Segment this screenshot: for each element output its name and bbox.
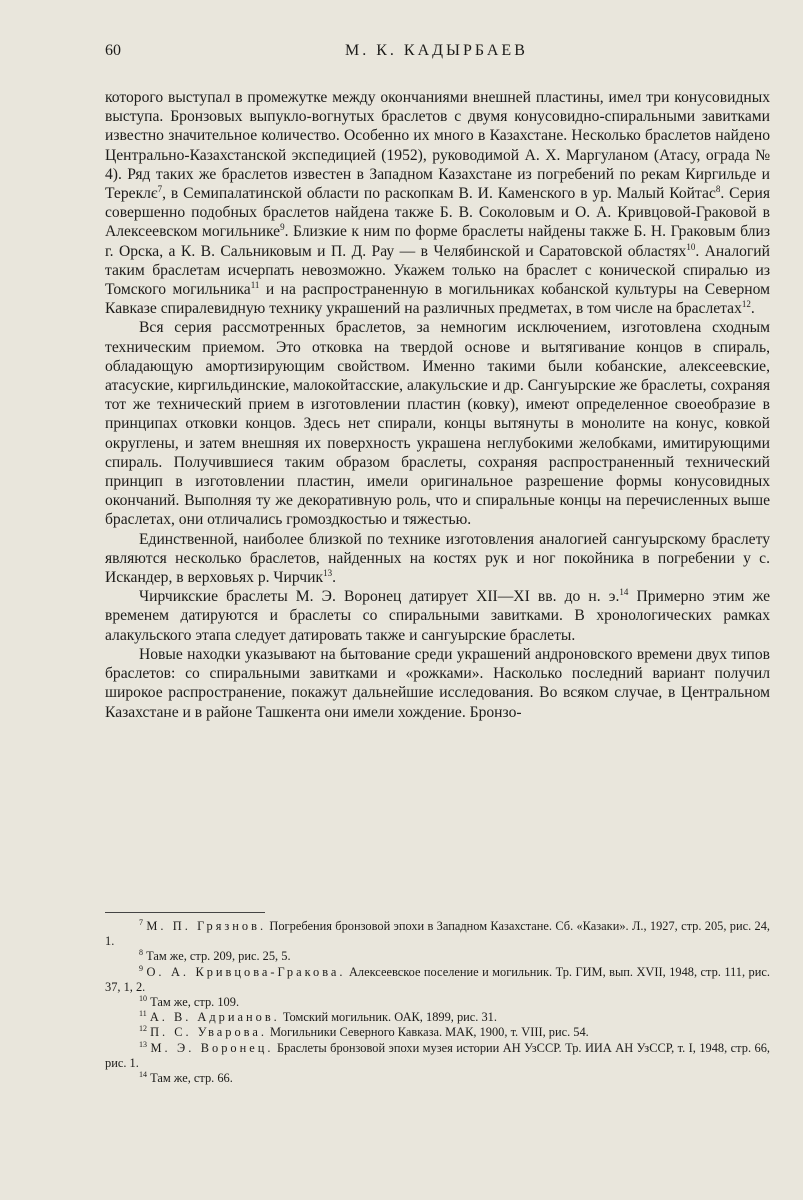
text-run: , в Семипалатинской области по раскопкам В. И. Каменского в ур. Малый Койтас bbox=[162, 185, 716, 203]
text-run: . bbox=[332, 569, 336, 587]
text-run: Единственной, наиболее близкой по технике изготовления аналогией сангуырскому браслету являются несколько браслетов, найденных на костях рук и ног покойника в погребении у с. Искандер, в верховьях р. Чирчик bbox=[105, 530, 770, 587]
footnote-number: 13 bbox=[139, 1039, 147, 1049]
footnote-ref: 10 bbox=[686, 241, 696, 252]
footnote-text: Там же, стр. 109. bbox=[150, 995, 240, 1010]
text-run: . Близкие к ним по форме браслеты найдены также Б. Н. Граковым близ г. Орска, а К. В. Сальниковым и П. Д. Рау — в Челябинской и Саратовской областях bbox=[105, 223, 770, 260]
footnote-author: О. А. Кривцова-Гракова. bbox=[146, 964, 346, 979]
footnote bbox=[105, 919, 770, 949]
footnote-number: 12 bbox=[139, 1024, 147, 1034]
text-run: Примерно этим же временем датируются и браслеты со спиральными завитками. В хронологических рамках алакульского этапа следует датировать также и сангуырские браслеты. bbox=[105, 588, 770, 644]
footnote-number: 14 bbox=[139, 1069, 147, 1079]
footnote-text: Томский могильник. ОАК, 1899, рис. 31. bbox=[279, 1010, 497, 1025]
footnote bbox=[105, 1025, 770, 1040]
paragraph-4 bbox=[105, 587, 770, 645]
footnote-ref: 12 bbox=[741, 299, 751, 310]
footnote bbox=[105, 995, 770, 1010]
footnote-ref: 11 bbox=[250, 279, 260, 290]
text-run: которого выступал в промежутке между окончаниями внешней пластины, имел три конусовидных выступа. Бронзовых выпукло-вогнутых браслетов с двумя конусовидно-спиральными завитками известно значительное количество. Особенно их много в Казахстане. Несколько браслетов найдено Центрально-Казахстанской экспедицией (1952), руководимой А. Х. Маргуланом (Атасу, ограда № 4). Ряд таких же браслетов известен в Западном Казахстане из погребений по рекам Киргильде и Тереклє bbox=[105, 89, 770, 203]
footnote-number: 7 bbox=[139, 917, 143, 927]
paragraph-5: Новые находки указывают на бытование среди украшений андроновского времени двух типов браслетов: со спиральными завитками и «рожками». Насколько последний вариант получил широкое распространение, покажут дальнейшие исследования. Во всяком случае, в Центральном Казахстане и в районе Ташкента они имели хождение. Бронзо- bbox=[105, 645, 770, 721]
footnote-text: Алексеевское поселение и могильник. Тр. ГИМ, вып. XVII, 1948, стр. 111, рис. 37, 1, 2. bbox=[105, 964, 770, 994]
footnote-number: 9 bbox=[139, 963, 143, 973]
text-run: и на распространенную в могильниках кобанской культуры на Северном Кавказе спиралевидную технику украшений на различных предметах, в том числе на браслетах bbox=[105, 281, 770, 318]
footnote-ref: 8 bbox=[715, 183, 721, 194]
body-text bbox=[105, 88, 770, 722]
footnote-number: 10 bbox=[139, 993, 147, 1003]
footnote bbox=[105, 1041, 770, 1071]
paragraph-1 bbox=[105, 88, 770, 318]
footnote bbox=[105, 1071, 770, 1086]
footnote-author: М. П. Грязнов. bbox=[146, 919, 267, 933]
running-head: М. К. КАДЫРБАЕВ bbox=[345, 42, 528, 59]
footnote bbox=[105, 1010, 770, 1025]
footnote-ref: 7 bbox=[157, 183, 163, 194]
footnote-number: 11 bbox=[139, 1009, 147, 1019]
footnote-ref: 13 bbox=[323, 567, 333, 578]
paragraph-3 bbox=[105, 530, 770, 588]
text-run: Чирчикские браслеты М. Э. Воронец датирует XII—XI вв. до н. э. bbox=[139, 588, 620, 606]
text-run: . bbox=[750, 300, 755, 318]
footnote-text: Там же, стр. 66. bbox=[150, 1071, 233, 1086]
footnote-ref: 9 bbox=[280, 222, 285, 233]
text-run: . Аналогий таким браслетам исчерпать невозможно. Укажем только на браслет с конической спиралью из Томского могильника bbox=[105, 242, 770, 299]
text-run: . Серия совершенно подобных браслетов найдена также Б. В. Соколовым и О. А. Кривцовой-Граковой в Алексеевском могильнике bbox=[105, 185, 770, 241]
footnote-ref: 14 bbox=[619, 587, 629, 598]
footnotes bbox=[105, 919, 770, 1086]
footnote-author: П. С. Уварова. bbox=[150, 1025, 267, 1040]
footnote-text: Браслеты бронзовой эпохи музея истории АН УзССР. Тр. ИИА АН УзССР, т. I, 1948, стр. 66, рис. 1. bbox=[105, 1040, 770, 1070]
footnote bbox=[105, 949, 770, 964]
footnote-text: Погребения бронзовой эпохи в Западном Казахстане. Сб. «Казаки». Л., 1927, стр. 205, рис. 24, 1. bbox=[105, 919, 770, 949]
footnote-author: А. В. Адрианов. bbox=[149, 1010, 280, 1025]
footnote-author: М. Э. Воронец. bbox=[150, 1040, 274, 1055]
footnote bbox=[105, 965, 770, 995]
footnote-number: 8 bbox=[139, 948, 143, 958]
page-number: 60 bbox=[105, 42, 121, 59]
paragraph-2: Вся серия рассмотренных браслетов, за немногим исключением, изготовлена сходным техническим приемом. Это отковка на твердой основе и вытягивание концов в спираль, обладающую амортизирующим свойством. Именно такими были кобанские, алексеевские, атасуские, киргильдинские, малокойтасские, алакульские и др. Сангуырские же браслеты, сохраняя тот же технический прием в изготовлении пластин (ковку), имеют определенное своеобразие в принципах отковки концов. Здесь нет спирали, концы вытянуты в монолите на конус, ковкой округлены, и затем внешняя их поверхность украшена неглубокими желобками, имитирующими спираль. Получившиеся таким образом браслеты, сохраняя распространенный технический принцип в изготовлении пластин, имели оригинальное разрешение формы конусовидных окончаний. Выполняя ту же декоративную роль, что и спиральные концы на перечисленных выше браслетах, они отличались громоздкостью и тяжестью. bbox=[105, 319, 770, 529]
footnote-divider bbox=[105, 912, 265, 913]
footnote-text: Могильники Северного Кавказа. МАК, 1900, т. VIII, рис. 54. bbox=[266, 1025, 589, 1040]
footnote-text: Там же, стр. 209, рис. 25, 5. bbox=[146, 949, 291, 964]
